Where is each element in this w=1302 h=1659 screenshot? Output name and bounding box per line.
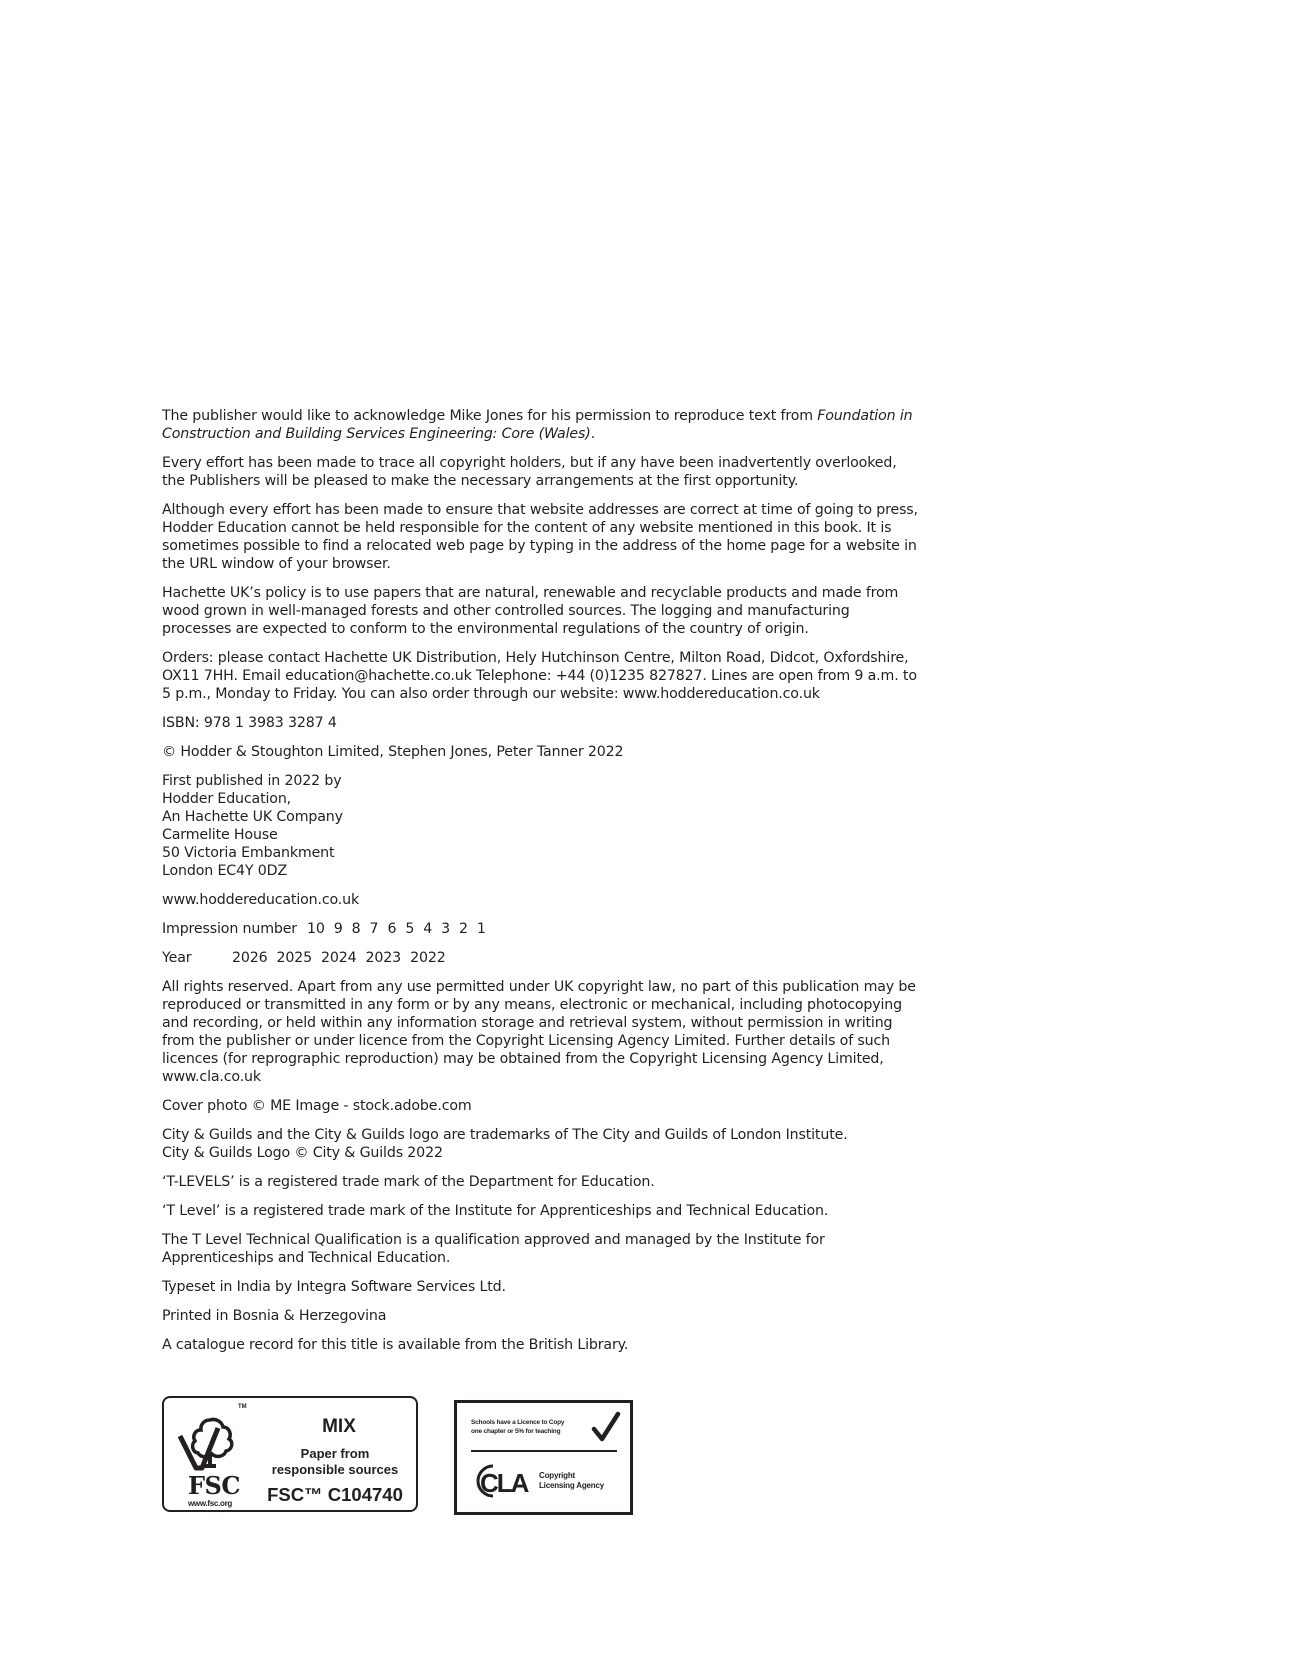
impression-line bbox=[162, 920, 922, 938]
copyright-notice: © Hodder & Stoughton Limited, Stephen Jones, Peter Tanner 2022 bbox=[162, 744, 624, 760]
typeset-credit: Typeset in India by Integra Software Services Ltd. bbox=[162, 1279, 506, 1295]
year-values bbox=[232, 949, 455, 967]
rights-paragraph: All rights reserved. Apart from any use permitted under UK copyright law, no part of this publication may be reproduced or transmitted in any form or by any means, electronic or mechanical, including photocopying and recording, or held within any information storage and retrieval system, without permission in writing from the publisher or under licence from the Copyright Licensing Agency Limited. Further details of such licences (for reprographic reproduction) may be obtained from the Copyright Licensing Agency Limited, www.cla.co.uk bbox=[162, 979, 916, 1085]
cla-licence-line-2: one chapter or 5% for teaching bbox=[471, 1428, 561, 1435]
acknowledgement-end: . bbox=[590, 426, 595, 442]
year-value: 2024 bbox=[321, 950, 357, 966]
cla-name-line-1: Copyright bbox=[539, 1471, 575, 1480]
impression-number: 1 bbox=[476, 921, 486, 937]
impression-number: 6 bbox=[387, 921, 397, 937]
city-guilds-trademark: City & Guilds and the City & Guilds logo are trademarks of The City and Guilds of London Institute. City & Guilds Logo © City & Guilds 2022 bbox=[162, 1127, 848, 1161]
fsc-licence-code: FSC™ C104740 bbox=[267, 1484, 403, 1505]
certification-logos bbox=[162, 1396, 662, 1516]
cla-wordmark: CLA bbox=[480, 1468, 528, 1498]
impression-numbers bbox=[307, 920, 495, 938]
year-label: Year bbox=[162, 950, 192, 966]
paper-policy-paragraph: Hachette UK’s policy is to use papers that are natural, renewable and recyclable products and made from wood grown in well-managed forests and other controlled sources. The logging and manufacturing processes are expected to conform to the environmental regulations of the country of origin. bbox=[162, 585, 899, 637]
copyright-effort-paragraph: Every effort has been made to trace all copyright holders, but if any have been inadvertently overlooked, the Publishers will be pleased to make the necessary arrangements at the first opportunity. bbox=[162, 455, 897, 489]
fsc-logo bbox=[162, 1396, 418, 1512]
cla-divider bbox=[471, 1450, 617, 1452]
cla-agency-name bbox=[539, 1471, 604, 1491]
cla-licence-line-1: Schools have a Licence to Copy bbox=[471, 1419, 565, 1426]
impression-number: 10 bbox=[307, 921, 325, 937]
fsc-url: www.fsc.org bbox=[188, 1499, 232, 1508]
acknowledgement-paragraph bbox=[162, 407, 922, 443]
fsc-mix-label: MIX bbox=[322, 1416, 356, 1437]
fsc-tm: TM bbox=[238, 1404, 247, 1410]
fsc-wordmark: FSC bbox=[188, 1471, 240, 1500]
cla-logo bbox=[454, 1400, 633, 1515]
impression-number: 9 bbox=[333, 921, 343, 937]
cover-photo-credit: Cover photo © ME Image - stock.adobe.com bbox=[162, 1098, 472, 1114]
year-line bbox=[162, 949, 922, 967]
cla-wordmark-logo bbox=[471, 1461, 541, 1501]
acknowledgement-book-title: Foundation in Construction and Building Services Engineering: Core (Wales) bbox=[162, 408, 913, 442]
year-value: 2025 bbox=[276, 950, 313, 966]
printed-in: Printed in Bosnia & Herzegovina bbox=[162, 1308, 387, 1324]
t-levels-trademark: ‘T-LEVELS’ is a registered trade mark of the Department for Education. bbox=[162, 1174, 655, 1190]
impression-number: 8 bbox=[351, 921, 361, 937]
copyright-page-text bbox=[162, 407, 922, 1365]
impression-number: 5 bbox=[405, 921, 415, 937]
publisher-website: www.hoddereducation.co.uk bbox=[162, 892, 360, 908]
year-value: 2023 bbox=[365, 950, 402, 966]
impression-number: 4 bbox=[423, 921, 433, 937]
year-value: 2026 bbox=[232, 950, 268, 966]
year-value: 2022 bbox=[410, 950, 446, 966]
impression-number: 2 bbox=[459, 921, 468, 937]
fsc-tree-icon bbox=[174, 1406, 246, 1478]
cla-licence-text bbox=[471, 1418, 564, 1436]
t-level-trademark: ‘T Level’ is a registered trade mark of the Institute for Apprenticeships and Technical Education. bbox=[162, 1203, 829, 1219]
publisher-address: First published in 2022 by Hodder Education, An Hachette UK Company Carmelite House 50 Victoria Embankment London EC4Y 0DZ bbox=[162, 773, 343, 879]
impression-number: 7 bbox=[369, 921, 379, 937]
catalogue-record: A catalogue record for this title is available from the British Library. bbox=[162, 1337, 629, 1353]
impression-number: 3 bbox=[441, 921, 450, 937]
acknowledgement-text: The publisher would like to acknowledge Mike Jones for his permission to reproduce text from bbox=[162, 408, 818, 424]
impression-label: Impression number bbox=[162, 921, 297, 937]
fsc-paper-line-1: Paper from bbox=[300, 1446, 370, 1461]
orders-paragraph: Orders: please contact Hachette UK Distribution, Hely Hutchinson Centre, Milton Road, Didcot, Oxfordshire, OX11 7HH. Email education@hachette.co.uk Telephone: +44 (0)1235 827827. Lines are open from 9 a.m. to 5 p.m., Monday to Friday. You can also order through our website: www.hoddereducation.co.uk bbox=[162, 650, 917, 702]
t-level-qualification: The T Level Technical Qualification is a qualification approved and managed by the Institute for Apprenticeships and Technical Education. bbox=[162, 1232, 825, 1266]
checkmark-icon bbox=[591, 1411, 621, 1443]
isbn: ISBN: 978 1 3983 3287 4 bbox=[162, 715, 337, 731]
websites-paragraph: Although every effort has been made to ensure that website addresses are correct at time of going to press, Hodder Education cannot be held responsible for the content of any website mentioned in this book. It is sometimes possible to find a relocated web page by typing in the address of the home page for a website in the URL window of your browser. bbox=[162, 502, 918, 572]
fsc-paper-text bbox=[260, 1446, 410, 1478]
fsc-paper-line-2: responsible sources bbox=[271, 1462, 399, 1477]
cla-name-line-2: Licensing Agency bbox=[539, 1481, 604, 1490]
